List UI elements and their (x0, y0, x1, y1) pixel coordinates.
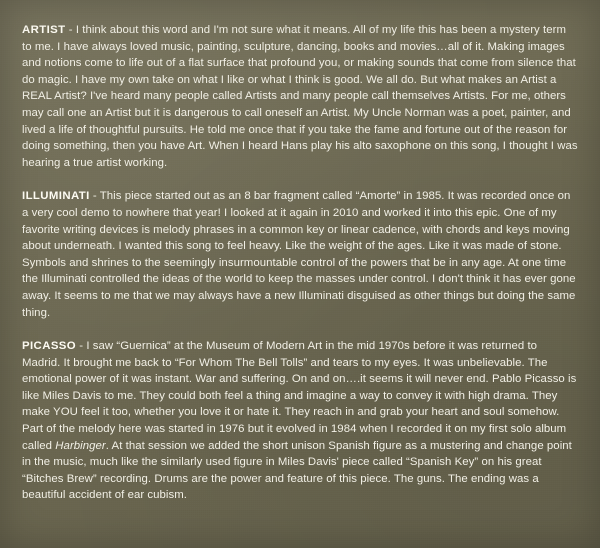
note-block-picasso (22, 338, 578, 504)
note-body-picasso-album-title: Harbinger (55, 439, 106, 452)
note-body-picasso-continued: . At that session we added the short unison Spanish figure as a mustering and change point in the music, much like the similarly used figure in Miles Davis' piece called “Spanish Key” on his great “Bitches Brew” recording. Drums are the power and feature of this piece. The guns. The ending was a beautiful accident of ear cubism. (22, 439, 572, 502)
note-separator-picasso: - (76, 340, 87, 353)
note-body-illuminati: This piece started out as an 8 bar fragment called “Amorte” in 1985. It was recorded once on a very cool demo to nowhere that year! I looked at it again in 2010 and worked it into this epic. One of my favorite writing devices is melody phrases in a common key or linear cadence, with chords and keys moving about underneath. I wanted this song to feel heavy. Like the weight of the ages. Like it was made of stone. Symbols and shrines to the seemingly insurmountable control of the powers that be in any age. At one time the Illuminati controlled the ideas of the world to keep the masses under control. I don't think it has ever gone away. It seems to me that we may always have a new Illuminati disguised as other things but doing the same thing. (22, 190, 576, 319)
liner-notes-text (22, 22, 578, 504)
note-separator-artist: - (65, 24, 76, 36)
note-body-artist: I think about this word and I'm not sure what it means. All of my life this has been a mystery term to me. I have always loved music, painting, sculpture, dancing, books and movies…all of it. Making images and notions come to life out of a flat surface that profound you, or making sounds that come from silence that do magic. I have my own take on what I like or what I think is good. We all do. But what makes an Artist a REAL Artist? I've heard many people called Artists and many people call themselves Artists. For me, others may call one an Artist but it is dangerous to call oneself an Artist. My Uncle Norman was a poet, painter, and lived a life of thoughtful pursuits. He told me once that if you take the fame and fortune out of the reason for doing something, then you have Art. When I heard Hans play his alto saxophone on this song, I thought I was hearing a true artist working. (22, 24, 578, 169)
note-block-illuminati (22, 188, 578, 321)
note-title-artist: ARTIST (22, 24, 66, 36)
note-title-picasso: PICASSO (22, 340, 77, 353)
note-block-artist (22, 22, 578, 171)
note-separator-illuminati: - (89, 190, 100, 203)
note-body-picasso: I saw “Guernica” at the Museum of Modern Art in the mid 1970s before it was returned to Madrid. It brought me back to “For Whom The Bell Tolls” and tears to my eyes. It was unbelievable. The emotional power of it was instant. War and suffering. On and on….it seems it will never end. Pablo Picasso is like Miles Davis to me. They could both feel a thing and imagine a way to convey it with high drama. They make YOU feel it too, whether you love it or hate it. They reach in and grab your heart and soul somehow. Part of the melody here was started in 1976 but it evolved in 1984 when I recorded it on my first solo album called (22, 340, 577, 452)
note-title-illuminati: ILLUMINATI (22, 190, 90, 203)
